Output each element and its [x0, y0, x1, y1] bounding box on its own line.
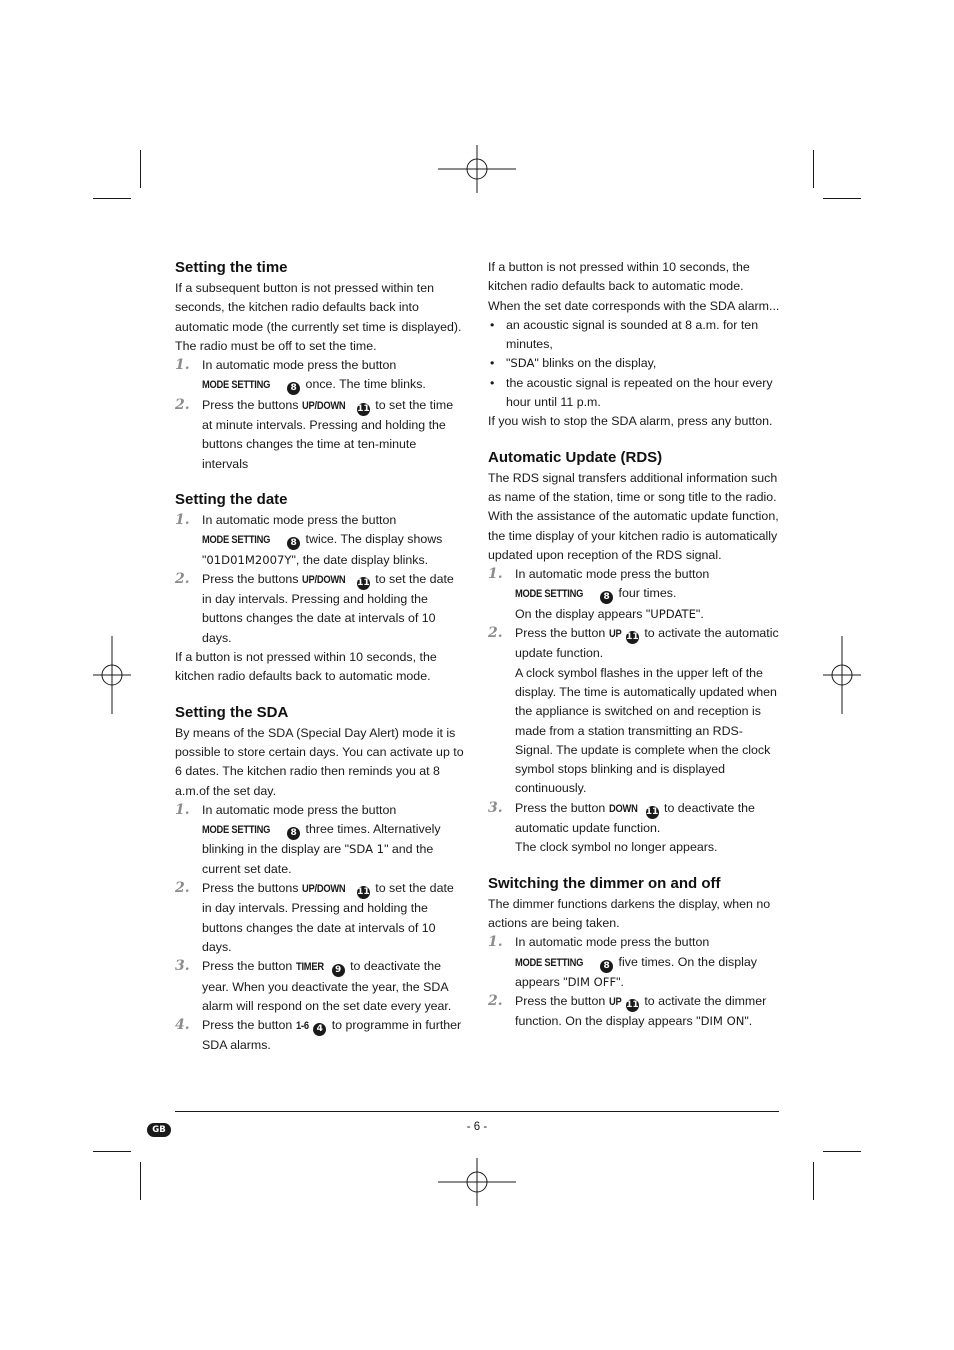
- section-title: Setting the SDA: [175, 703, 289, 721]
- button-name: 1-6: [295, 1020, 309, 1033]
- section-setting-date: [175, 490, 465, 687]
- button-name: MODE SETTING: [202, 824, 271, 837]
- callout-number-icon: 11: [357, 403, 370, 414]
- display-text: DIM OFF: [567, 974, 617, 989]
- button-name: MODE SETTING: [515, 956, 584, 969]
- callout-number-icon: 11: [357, 887, 370, 898]
- section-title: Switching the dimmer on and off: [488, 874, 721, 892]
- registration-mark-left: [93, 636, 131, 714]
- paragraph: If you wish to stop the SDA alarm, press any button.: [488, 414, 773, 429]
- callout-number-icon: 11: [645, 806, 659, 817]
- button-name: UP: [608, 996, 622, 1009]
- paragraph: The RDS signal transfers additional information such as name of the station, time or song title to the radio. With the assistance of the automatic update function, the time display of your kitchen radio is automatically updated upon reception of the RDS signal.: [488, 470, 779, 562]
- button-name: UP/DOWN: [301, 399, 346, 412]
- right-column: [488, 258, 780, 1048]
- bullet-item: • the acoustic signal is repeated on the hour every hour until 11 p.m.: [488, 374, 780, 413]
- crop-mark: [823, 1151, 861, 1152]
- button-name: UP/DOWN: [301, 883, 346, 896]
- callout-number-icon: 9: [332, 964, 345, 977]
- section-setting-time: [175, 258, 465, 474]
- callout-number-icon: 4: [313, 1023, 326, 1036]
- crop-mark: [93, 1151, 131, 1152]
- button-name: MODE SETTING: [515, 588, 584, 601]
- button-name: UP: [608, 628, 622, 641]
- bullet-item: • "SDA" blinks on the display,: [488, 354, 780, 373]
- left-column: [175, 258, 465, 1072]
- section-title: Setting the date: [175, 490, 288, 508]
- crop-mark: [813, 150, 814, 188]
- display-text: SDA 1: [348, 842, 385, 857]
- paragraph: The radio must be off to set the time.: [175, 338, 377, 353]
- paragraph: By means of the SDA (Special Day Alert) mode it is possible to store certain days. You can activate up to 6 dates. The kitchen radio then reminds you at 8 a.m.of the set day.: [175, 725, 464, 798]
- section-automatic-update: [488, 448, 780, 858]
- paragraph: If a subsequent button is not pressed within ten seconds, the kitchen radio defaults back into automatic mode (the currently set time is displayed).: [175, 281, 462, 334]
- crop-mark: [813, 1162, 814, 1200]
- callout-number-icon: 8: [287, 827, 300, 840]
- registration-mark-right: [823, 636, 861, 714]
- button-name: DOWN: [608, 802, 638, 815]
- bullet-item: • an acoustic signal is sounded at 8 a.m. for ten minutes,: [488, 316, 780, 355]
- step-item: 1. In automatic mode press the button MODE SETTING 8 three times. Alternatively blinking in the display are "SDA 1" and the current set date.: [175, 801, 441, 876]
- step-item: 2. Press the button UP 11 to activate the automatic update function. A clock symbol flashes in the upper left of the display. The time is automatically updated when the appliance is switched on and reception is made from a station transmitting an RDS-Signal. The update is complete when the clock symbol stops blinking and is displayed continuously.: [488, 625, 779, 796]
- step-item: 2. Press the button UP 11 to activate the dimmer function. On the display appears "DIM ON".: [488, 993, 767, 1029]
- button-name: MODE SETTING: [202, 379, 271, 392]
- callout-number-icon: 8: [287, 382, 300, 395]
- registration-mark-bottom: [438, 1158, 516, 1206]
- callout-number-icon: 11: [357, 577, 370, 588]
- step-item: 3. Press the button DOWN 11 to deactivate the automatic update function. The clock symbol no longer appears.: [488, 799, 755, 855]
- crop-mark: [93, 198, 131, 199]
- crop-mark: [140, 150, 141, 188]
- crop-mark: [140, 1162, 141, 1200]
- callout-number-icon: 8: [600, 960, 613, 973]
- display-text: 01D01M2007Y: [206, 552, 292, 567]
- step-item: 3. Press the button TIMER 9 to deactivate the year. When you deactivate the year, the SDA alarm will respond on the set date every year.: [175, 958, 452, 1013]
- display-text: UPDATE: [650, 606, 696, 621]
- button-name: TIMER: [295, 961, 324, 974]
- section-dimmer: [488, 874, 780, 1032]
- step-item: 1. In automatic mode press the button MODE SETTING 8 once. The time blinks.: [175, 356, 465, 396]
- footer-rule: [175, 1111, 779, 1112]
- step-item: 1. In automatic mode press the button MODE SETTING 8 four times. On the display appears "UPDATE".: [488, 566, 710, 621]
- display-text: SDA: [510, 356, 535, 371]
- section-sda-continued: [488, 258, 780, 432]
- callout-number-icon: 8: [600, 591, 613, 604]
- callout-number-icon: 8: [287, 537, 300, 550]
- section-title: Automatic Update (RDS): [488, 448, 663, 466]
- language-badge: GB: [147, 1123, 171, 1137]
- button-name: UP/DOWN: [301, 573, 346, 586]
- button-name: MODE SETTING: [202, 534, 271, 547]
- crop-mark: [823, 198, 861, 199]
- section-title: Setting the time: [175, 259, 288, 276]
- step-item: 2. Press the buttons UP/DOWN 11 to set the date in day intervals. Pressing and holding the buttons changes the date at intervals of 10 days.: [175, 570, 454, 645]
- paragraph: If a button is not pressed within 10 seconds, the kitchen radio defaults back to automatic mode.: [175, 650, 437, 684]
- step-item: 1. In automatic mode press the button MODE SETTING 8 five times. On the display appears "DIM OFF".: [488, 934, 757, 989]
- section-setting-sda: [175, 703, 465, 1056]
- step-item: 2. Press the buttons UP/DOWN 11 to set the date in day intervals. Pressing and holding the buttons changes the date at intervals of 10 days.: [175, 880, 454, 954]
- display-text: DIM ON: [700, 1014, 745, 1029]
- page-number: - 6 -: [466, 1121, 488, 1133]
- step-item: 2. Press the buttons UP/DOWN 11 to set the time at minute intervals. Pressing and holding the buttons changes the time at ten-minute intervals: [175, 396, 454, 471]
- step-item: 1. In automatic mode press the button MODE SETTING 8 twice. The display shows "01D01M2007Y", the date display blinks.: [175, 511, 443, 567]
- registration-mark-top: [438, 145, 516, 193]
- step-item: 4. Press the button 1-6 4 to programme in further SDA alarms.: [175, 1017, 462, 1053]
- paragraph: The dimmer functions darkens the display, when no actions are being taken.: [488, 896, 771, 930]
- callout-number-icon: 11: [626, 1000, 639, 1011]
- callout-number-icon: 11: [626, 632, 639, 643]
- paragraph: If a button is not pressed within 10 seconds, the kitchen radio defaults back to automatic mode.: [488, 260, 750, 294]
- paragraph: When the set date corresponds with the SDA alarm...: [488, 298, 780, 313]
